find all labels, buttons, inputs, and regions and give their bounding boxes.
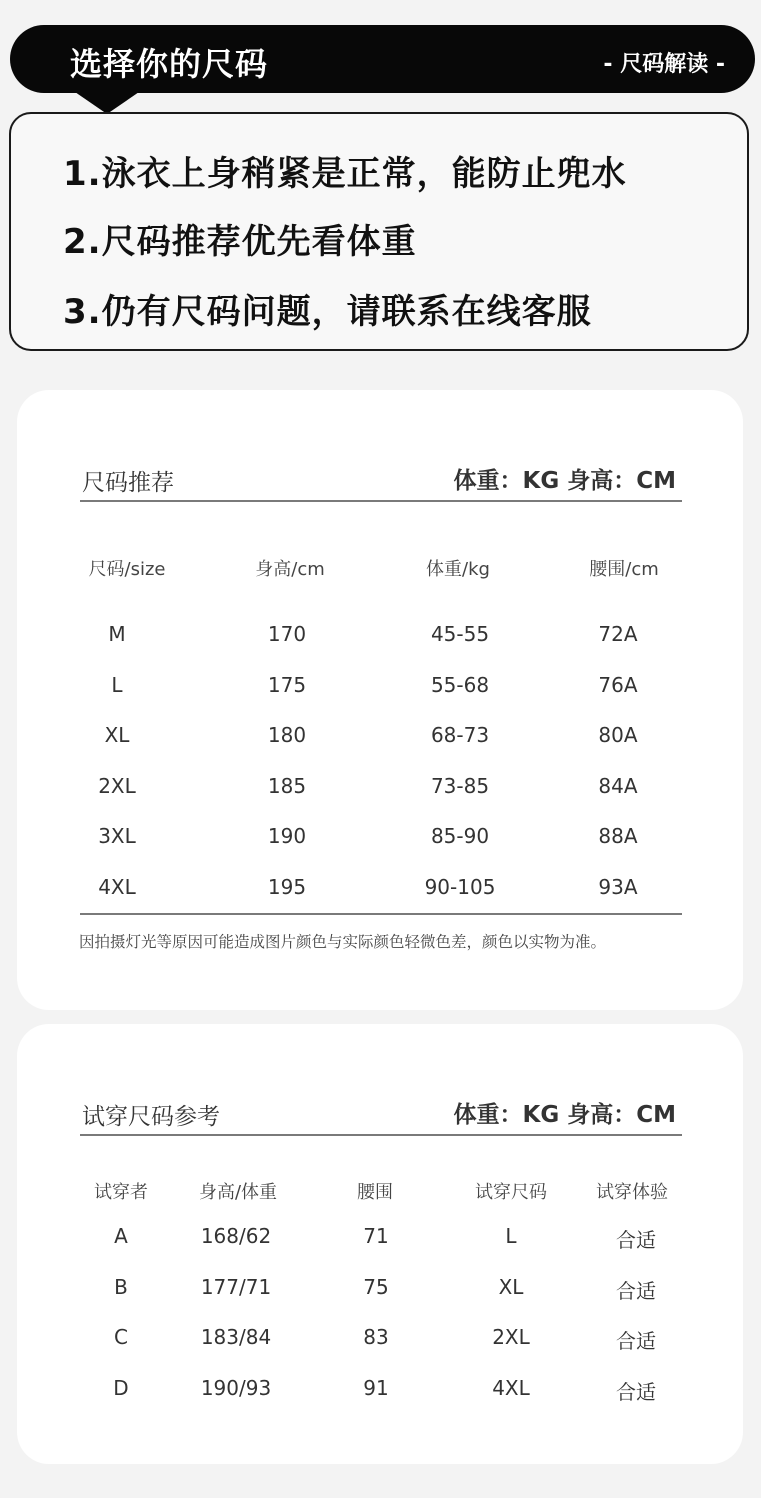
column-header-tester: 试穿者 (94, 1182, 148, 1203)
table-cell: L (505, 1224, 517, 1248)
tip-3: 3.仍有尺码问题，请联系在线客服 (63, 292, 592, 332)
table-cell: 93A (598, 875, 638, 899)
column-header-height-weight: 身高/体重 (198, 1182, 278, 1203)
trial-header (80, 1094, 682, 1136)
column-header-waist: 腰围 (357, 1182, 393, 1203)
table-cell: 合适 (616, 1279, 656, 1303)
table-cell: 84A (598, 774, 638, 798)
table-cell: M (108, 622, 126, 646)
tip-1: 1.泳衣上身稍紧是正常，能防止兜水 (63, 154, 627, 194)
table-cell: 45-55 (430, 622, 490, 646)
header-banner (10, 25, 755, 93)
table-cell: 合适 (616, 1228, 656, 1252)
table-cell: 170 (267, 622, 307, 646)
table-cell: 4XL (98, 875, 136, 899)
column-header-weight: 体重/kg (426, 559, 490, 580)
tips-box (9, 112, 749, 351)
section-subtitle: - 尺码解读 - (603, 52, 725, 77)
column-header-fit: 试穿体验 (596, 1182, 668, 1203)
table-cell: 183/84 (200, 1325, 272, 1349)
table-cell: C (114, 1325, 128, 1349)
tip-2: 2.尺码推荐优先看体重 (63, 222, 417, 262)
table-cell: 80A (598, 723, 638, 747)
page-title: 选择你的尺码 (70, 45, 269, 83)
table-cell: 177/71 (200, 1275, 272, 1299)
color-disclaimer: 因拍摄灯光等原因可能造成图片颜色与实际颜色轻微色差，颜色以实物为准。 (79, 933, 607, 951)
table-cell: XL (498, 1275, 524, 1299)
table-cell: 180 (267, 723, 307, 747)
table-cell: 71 (363, 1224, 389, 1248)
table-cell: 55-68 (430, 673, 490, 697)
table-cell: A (114, 1224, 128, 1248)
table-cell: 190/93 (200, 1376, 272, 1400)
size-chart-header (80, 460, 682, 502)
table-cell: 4XL (492, 1376, 530, 1400)
table-cell: L (111, 673, 123, 697)
table-cell: 75 (363, 1275, 389, 1299)
table-cell: 2XL (98, 774, 136, 798)
divider (80, 913, 682, 915)
table-cell: 185 (267, 774, 307, 798)
column-header-waist: 腰围/cm (589, 559, 659, 580)
table-cell: 190 (267, 824, 307, 848)
table-cell: 68-73 (430, 723, 490, 747)
trial-title: 试穿尺码参考 (82, 1104, 220, 1130)
table-cell: 72A (598, 622, 638, 646)
table-cell: 83 (363, 1325, 389, 1349)
table-cell: 76A (598, 673, 638, 697)
table-cell: D (113, 1376, 129, 1400)
table-cell: XL (104, 723, 130, 747)
table-cell: 195 (267, 875, 307, 899)
column-header-size: 尺码/size (88, 559, 166, 580)
table-cell: 合适 (616, 1380, 656, 1404)
table-cell: 90-105 (424, 875, 496, 899)
size-chart-units: 体重：KG 身高：CM (453, 468, 676, 494)
table-cell: 3XL (98, 824, 136, 848)
table-cell: 91 (363, 1376, 389, 1400)
trial-reference-card (17, 1024, 743, 1464)
table-cell: 85-90 (430, 824, 490, 848)
column-header-trial-size: 试穿尺码 (475, 1182, 547, 1203)
table-cell: 88A (598, 824, 638, 848)
table-cell: 73-85 (430, 774, 490, 798)
trial-units: 体重：KG 身高：CM (453, 1102, 676, 1128)
size-chart-title: 尺码推荐 (82, 470, 174, 496)
table-cell: 168/62 (200, 1224, 272, 1248)
column-header-height: 身高/cm (255, 559, 325, 580)
table-cell: 175 (267, 673, 307, 697)
table-cell: 合适 (616, 1329, 656, 1353)
size-chart-card (17, 390, 743, 1010)
speech-pointer (75, 92, 139, 114)
table-cell: B (114, 1275, 128, 1299)
table-cell: 2XL (492, 1325, 530, 1349)
